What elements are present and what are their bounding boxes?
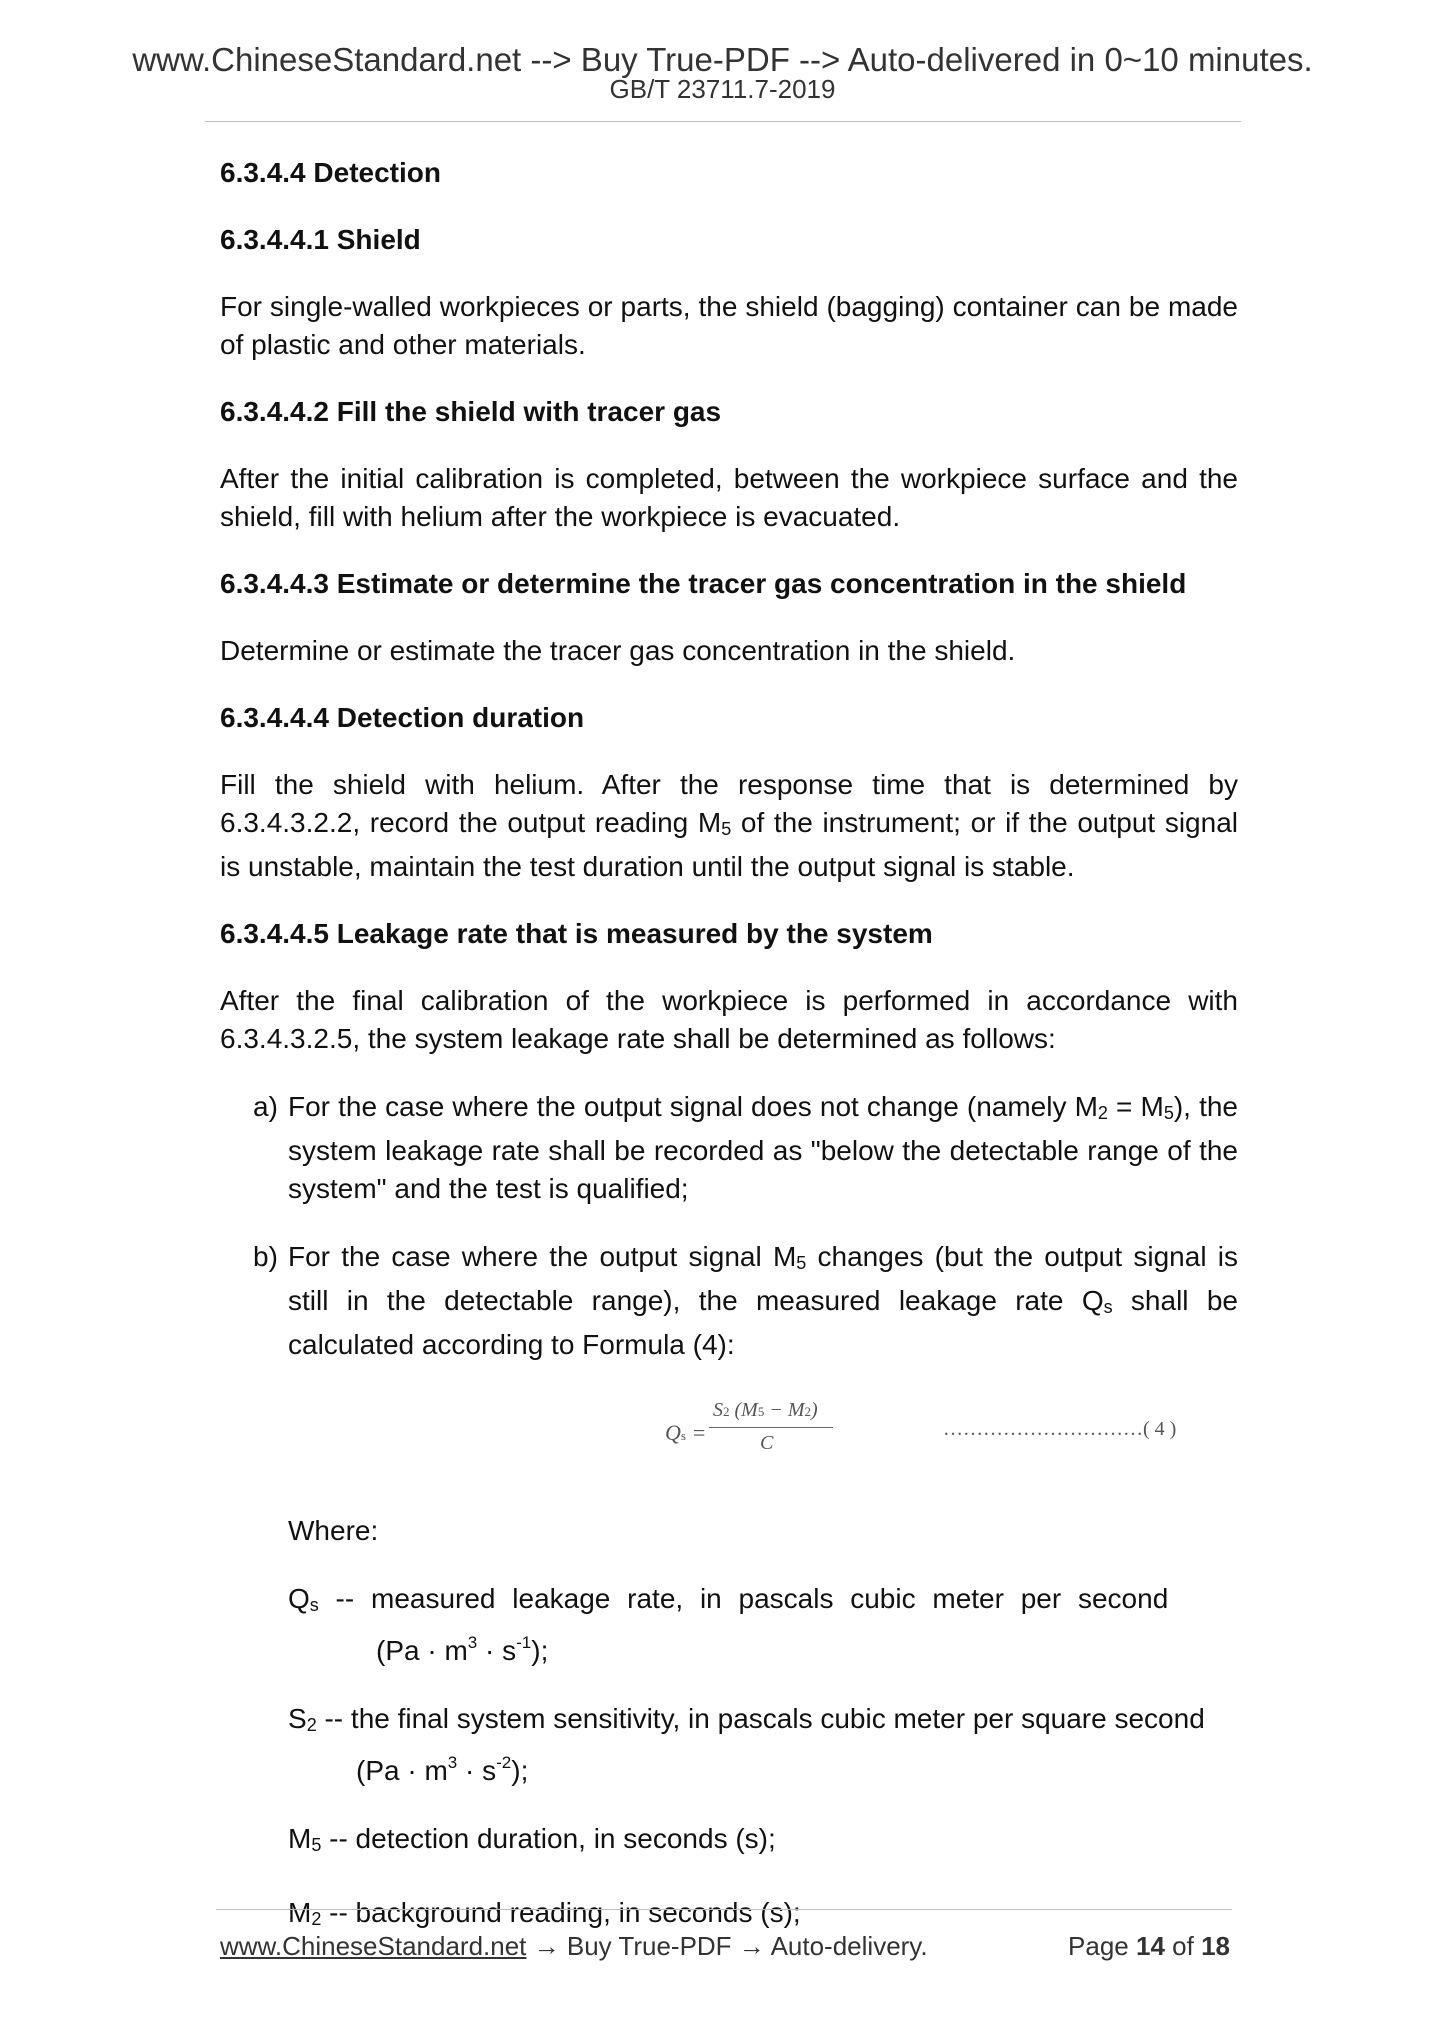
where-label: Where: [288, 1515, 379, 1546]
where-block [288, 1512, 1238, 1938]
header-banner: www.ChineseStandard.net --> Buy True-PDF --> Auto-delivered in 0~10 minutes. [132, 41, 1313, 78]
header-divider [205, 121, 1241, 122]
section-heading-detection: 6.3.4.4 Detection [220, 157, 441, 188]
section-heading-fill-shield: 6.3.4.4.2 Fill the shield with tracer gas [220, 396, 722, 427]
definition-s2: S2 -- the final system sensitivity, in pascals cubic meter per square second $(Pa \cdot m^3 \cdot s^{-2})$; [288, 1703, 1205, 1786]
fraction-bar [709, 1427, 833, 1428]
definition-m5: M5 -- detection duration, in seconds (s); [288, 1823, 776, 1855]
list-marker: a) [253, 1091, 278, 1122]
list-text: For the case where the output signal M5 changes (but the output signal is still in the detectable range), the measured leakage rate Qs shall be calculated according to Formula (4): [288, 1241, 1239, 1360]
paragraph-concentration: Determine or estimate the tracer gas concentration in the shield. [220, 635, 1016, 666]
formula-number: …………………………( 4 ) [943, 1418, 1177, 1440]
section-heading-detection-duration: 6.3.4.4.4 Detection duration [220, 702, 585, 733]
paragraph-shield: For single-walled workpieces or parts, the shield (bagging) container can be made of plastic and other materials. [220, 291, 1238, 360]
list-marker: b) [253, 1241, 278, 1272]
footer-divider [216, 1909, 1232, 1910]
section-heading-shield: 6.3.4.4.1 Shield [220, 224, 421, 255]
standard-id: GB/T 23711.7-2019 [609, 74, 836, 104]
footer-site-link[interactable]: www.ChineseStandard.net [220, 1931, 527, 1961]
paragraph-detection-duration: Fill the shield with helium. After the response time that is determined by 6.3.4.3.2.2, record the output reading M5 of the instrument; or if the output signal is unstable, maintain the test duration until the output signal is stable. [220, 769, 1238, 882]
formula-denominator: C [760, 1432, 774, 1454]
formula-numerator: S2 (M5 − M2) [713, 1399, 818, 1421]
section-heading-leakage-rate: 6.3.4.4.5 Leakage rate that is measured by the system [220, 918, 933, 949]
main-content [220, 155, 1238, 1938]
list-item-b [220, 1238, 1238, 1364]
page-indicator: Page 14 of 18 [1068, 1931, 1230, 1961]
paragraph-fill-shield: After the initial calibration is completed, between the workpiece surface and the shield, fill with helium after the workpiece is evacuated. [220, 463, 1238, 532]
list-item-a [220, 1088, 1238, 1208]
list-text: For the case where the output signal does not change (namely M2 = M5), the system leakage rate shall be recorded as "below the detectable range of the system" and the test is qualified; [288, 1091, 1238, 1204]
footer-promo: www.ChineseStandard.net → Buy True-PDF → Auto-delivery. [220, 1931, 928, 1961]
definition-qs: Qs -- measured leakage rate, in pascals cubic meter per second $(Pa \cdot m^3 \cdot s^{-1})$; [288, 1583, 1169, 1666]
formula-expression [645, 1394, 885, 1474]
definition-m2: M2 -- background reading, in seconds (s); [288, 1897, 801, 1929]
formula-lhs: Qs = [665, 1420, 707, 1445]
paragraph-leakage-rate: After the final calibration of the workpiece is performed in accordance with 6.3.4.3.2.5, the system leakage rate shall be determined as follows: [220, 985, 1238, 1054]
section-heading-concentration: 6.3.4.4.3 Estimate or determine the tracer gas concentration in the shield [220, 568, 1187, 599]
formula-4 [220, 1394, 1238, 1484]
